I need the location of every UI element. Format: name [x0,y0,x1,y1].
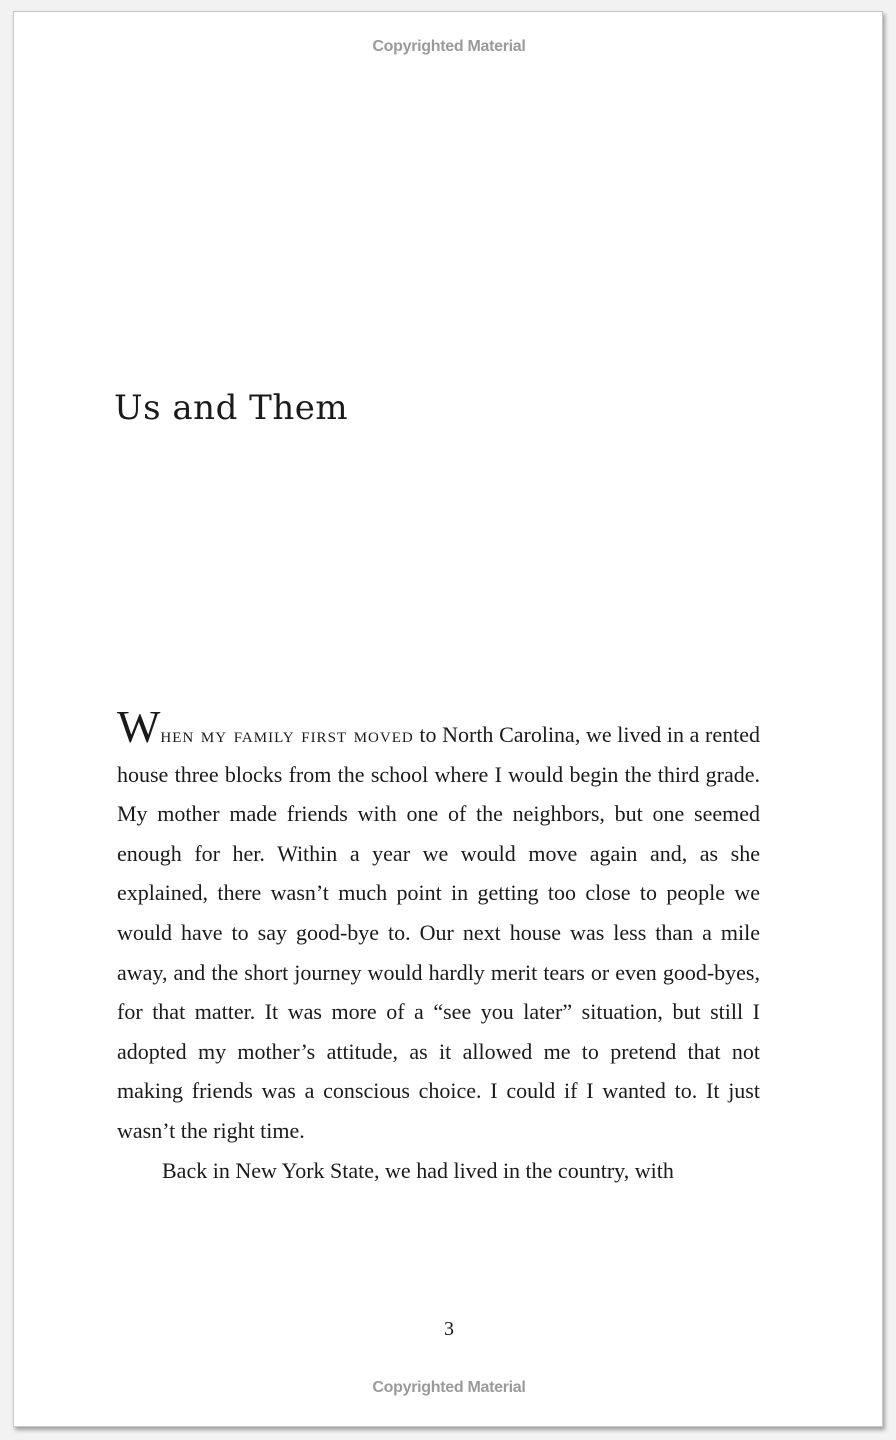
book-page [13,11,883,1427]
paragraph-first-text: to North Carolina, we lived in a rented house three blocks from the school where I would begin the third grade. My mother made friends with one of the neighbors, but one seemed enough for her. Within a year we would move again and, as she explained, there wasn’t much point in getting too close to people we would have to say good-bye to. Our next house was less than a mile away, and the short journey would hardly merit tears or even good-byes, for that matter. It was more of a “see you later” situation, but still I adopted my mother’s attitude, as it allowed me to pretend that not making friends was a conscious choice. I could if I wanted to. It just wasn’t the right time. [117,722,761,1143]
paragraph-first [117,701,761,1151]
watermark-top: Copyrighted Material [372,38,526,55]
paragraph-second: Back in New York State, we had lived in the country, with [162,1157,674,1183]
chapter-title: Us and Them [114,388,349,428]
watermark-bottom: Copyrighted Material [372,1379,526,1396]
drop-cap: W [117,701,161,752]
small-caps-lead: hen my family first moved [160,722,414,747]
page-number: 3 [444,1318,454,1340]
body-text [117,701,761,1190]
